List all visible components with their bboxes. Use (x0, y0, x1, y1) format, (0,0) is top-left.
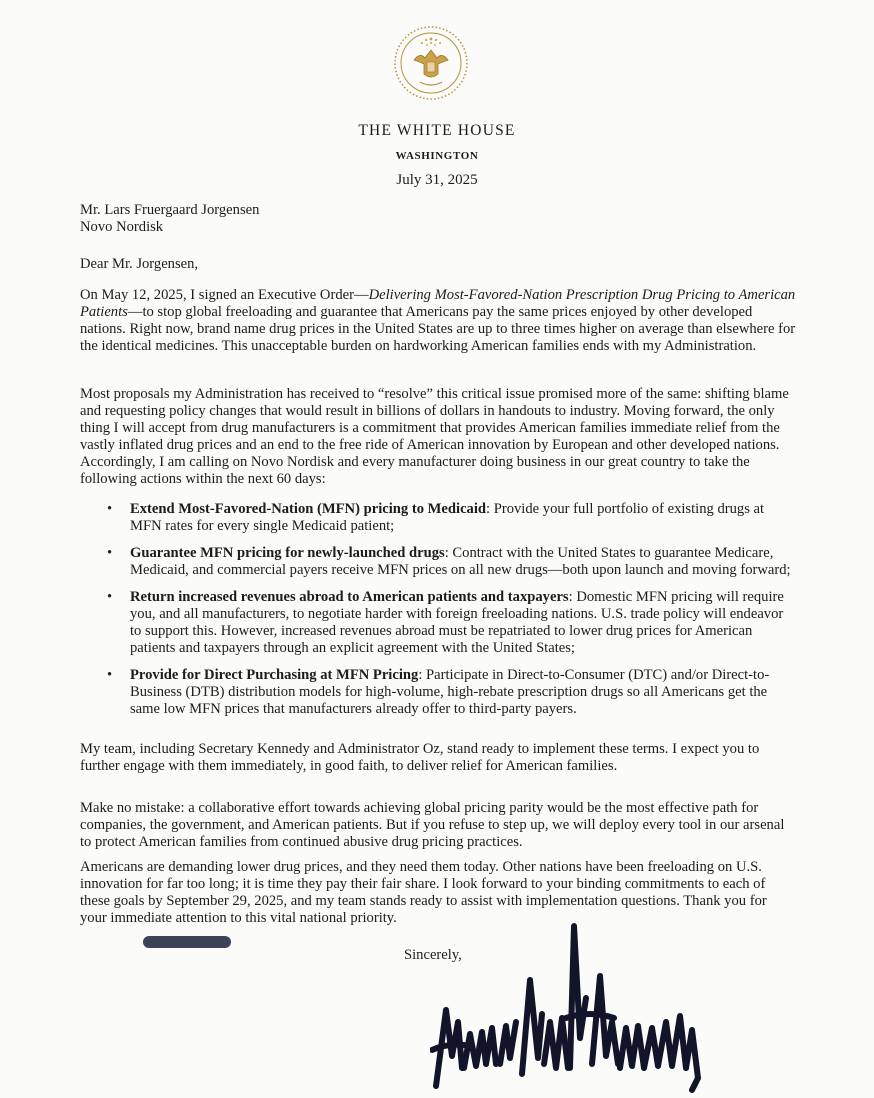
paragraph-executive-order (80, 287, 796, 355)
letterhead-subtitle: WASHINGTON (395, 150, 479, 162)
list-item (80, 589, 796, 657)
list-item (80, 545, 796, 579)
paragraph-team: My team, including Secretary Kennedy and Administrator Oz, stand ready to implement these terms. I expect you to further engage with them immediately, in good faith, to deliver relief for American families. (80, 741, 760, 774)
paragraph-proposals: Most proposals my Administration has received to “resolve” this critical issue promised more of the same: shifting blame and requesting policy changes that would result in billions of dollars in handouts to industry. Moving forward, the only thing I will accept from drug manufacturers is a commitment that provides American families immediate relief from the vastly inflated drug prices and an end to the free ride of American innovation by European and other developed nations. Accordingly, I am calling on Novo Nordisk and every manufacturer doing business in our great country to take the following actions within the next 60 days: (80, 386, 789, 487)
paragraph1-after: —to stop global freeloading and guarantee that Americans pay the same prices enjoyed by other developed nations. Right now, brand name drug prices in the United States are up to three times higher on average than elsewhere for the identical medicines. This unacceptable burden on hardworking American families ends with my Administration. (80, 304, 796, 354)
closing: Sincerely, (404, 947, 462, 963)
list-item (80, 667, 796, 718)
action-text: : Contract with the United States to guarantee Medicare, Medicaid, and commercial payers receive MFN prices on all new drugs—both upon launch and moving forward; (130, 545, 791, 578)
bullet-icon: • (107, 545, 113, 561)
action-text: : Participate in Direct-to-Consumer (DTC) and/or Direct-to-Business (DTB) distribution models for high-volume, high-rebate prescription drugs so all Americans get the same low MFN prices that manufacturers already offer to third-party payers. (130, 667, 770, 717)
bullet-icon: • (107, 501, 113, 517)
list-item (80, 501, 796, 535)
paragraph-warning: Make no mistake: a collaborative effort towards achieving global pricing parity would be the most effective path for companies, the government, and American patients. But if you refuse to step up, we will deploy every tool in our arsenal to protect American families from continued abusive drug pricing practices. (80, 800, 785, 850)
salutation: Dear Mr. Jorgensen, (80, 256, 199, 272)
bullet-icon: • (107, 589, 113, 605)
action-heading: Extend Most-Favored-Nation (MFN) pricing to Medicaid (130, 501, 487, 517)
action-heading: Return increased revenues abroad to American patients and taxpayers (130, 589, 569, 605)
recipient-name: Mr. Lars Fruergaard Jorgensen (80, 202, 260, 218)
bullet-icon: • (107, 667, 113, 683)
action-text: : Provide your full portfolio of existing drugs at MFN rates for every single Medicaid patient; (130, 501, 765, 534)
recipient-organization: Novo Nordisk (80, 219, 164, 235)
executive-order-title: Delivering Most-Favored-Nation Prescription Drug Pricing to American Patients (80, 287, 796, 320)
presidential-seal-icon (392, 24, 470, 102)
action-list (80, 501, 796, 728)
letter-date: July 31, 2025 (396, 172, 478, 188)
letterhead-title: THE WHITE HOUSE (358, 122, 516, 139)
action-text: : Domestic MFN pricing will require you, and all manufacturers, to negotiate harder with foreign freeloading nations. U.S. trade policy will endeavor to support this. However, increased revenues abroad must be repatriated to lower drug prices for American patients and taxpayers through an explicit agreement with the United States; (130, 589, 784, 656)
action-heading: Provide for Direct Purchasing at MFN Pricing (130, 667, 419, 683)
paragraph1-before: On May 12, 2025, I signed an Executive Order— (80, 287, 369, 303)
redaction-mark-icon (143, 936, 231, 948)
paragraph-deadline: Americans are demanding lower drug prices, and they need them today. Other nations have been freeloading on U.S. innovation for far too long; it is time they pay their fair share. I look forward to your binding commitments to each of these goals by September 29, 2025, and my team stands ready to assist with implementation questions. Thank you for your immediate attention to this vital national priority. (80, 859, 767, 926)
recipient-address (80, 202, 796, 236)
action-heading: Guarantee MFN pricing for newly-launched drugs (130, 545, 445, 561)
handwritten-signature-icon (430, 918, 710, 1093)
